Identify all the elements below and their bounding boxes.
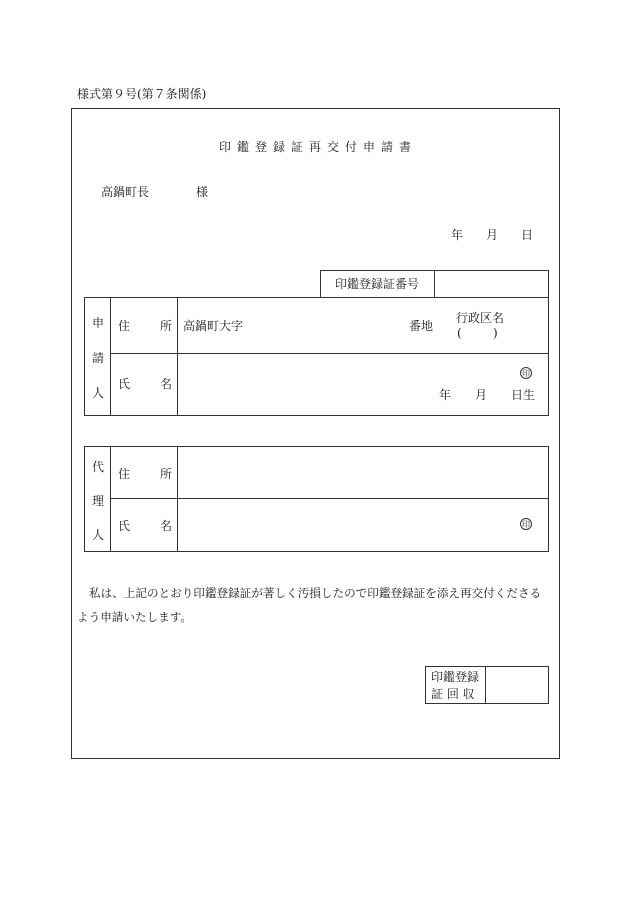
birth-month-label: 月 — [475, 388, 488, 402]
applicant-seal-mark: 印 — [522, 369, 530, 378]
form-number-label: 様式第９号(第７条関係) — [77, 87, 207, 101]
agent-address-label-1: 住 — [118, 467, 131, 481]
applicant-name-label-2: 名 — [160, 377, 173, 391]
date-year-label: 年 — [451, 228, 464, 242]
agent-name-label-2: 名 — [160, 519, 173, 533]
agent-address-field[interactable] — [183, 458, 543, 488]
applicant-address-field[interactable]: 高鍋町大字 — [183, 319, 244, 333]
applicant-name-field[interactable] — [183, 360, 503, 380]
date-day-label: 日 — [521, 228, 534, 242]
receipt-divider — [485, 666, 486, 704]
agent-seal-mark: 印 — [522, 520, 530, 529]
district-paren-close: ) — [493, 326, 498, 340]
agent-section-char-3: 人 — [92, 528, 105, 542]
document-title: 印鑑登録証再交付申請書 — [218, 140, 417, 154]
birth-year-label: 年 — [439, 388, 452, 402]
applicant-row-divider — [110, 353, 549, 354]
agent-address-label-2: 所 — [160, 467, 173, 481]
agent-col-divider-1 — [110, 446, 111, 552]
registration-number-label: 印鑑登録証番号 — [335, 277, 420, 291]
agent-section-char-2: 理 — [92, 494, 105, 508]
statement-line-1: 私は、上記のとおり印鑑登録証が著しく汚損したので印鑑登録証を添え再交付くださる — [89, 586, 542, 600]
applicant-address-label-1: 住 — [118, 319, 131, 333]
registration-number-divider — [434, 270, 435, 298]
district-label: 行政区名 — [456, 311, 505, 325]
applicant-col-divider-1 — [110, 297, 111, 416]
receipt-label-line-2: 証 回 収 — [431, 687, 475, 701]
birth-day-label: 日生 — [511, 388, 536, 402]
agent-row-divider — [110, 498, 549, 499]
applicant-address-label-2: 所 — [160, 319, 173, 333]
applicant-section-char-1: 申 — [92, 316, 105, 330]
applicant-col-divider-2 — [177, 297, 178, 416]
addressee-honorific: 様 — [196, 185, 209, 199]
district-paren-open: ( — [457, 326, 462, 340]
statement-line-2: よう申請いたします。 — [77, 610, 193, 624]
applicant-section-char-2: 請 — [92, 351, 105, 365]
date-month-label: 月 — [486, 228, 499, 242]
applicant-banchi-label: 番地 — [409, 319, 434, 333]
applicant-section-char-3: 人 — [92, 386, 105, 400]
receipt-label-line-1: 印鑑登録 — [431, 670, 480, 684]
agent-col-divider-2 — [177, 446, 178, 552]
addressee: 高鍋町長 — [101, 185, 150, 199]
agent-name-label-1: 氏 — [118, 519, 131, 533]
agent-name-field[interactable] — [183, 510, 503, 540]
applicant-name-label-1: 氏 — [118, 377, 131, 391]
form-frame — [71, 108, 560, 759]
agent-section-char-1: 代 — [92, 460, 105, 474]
